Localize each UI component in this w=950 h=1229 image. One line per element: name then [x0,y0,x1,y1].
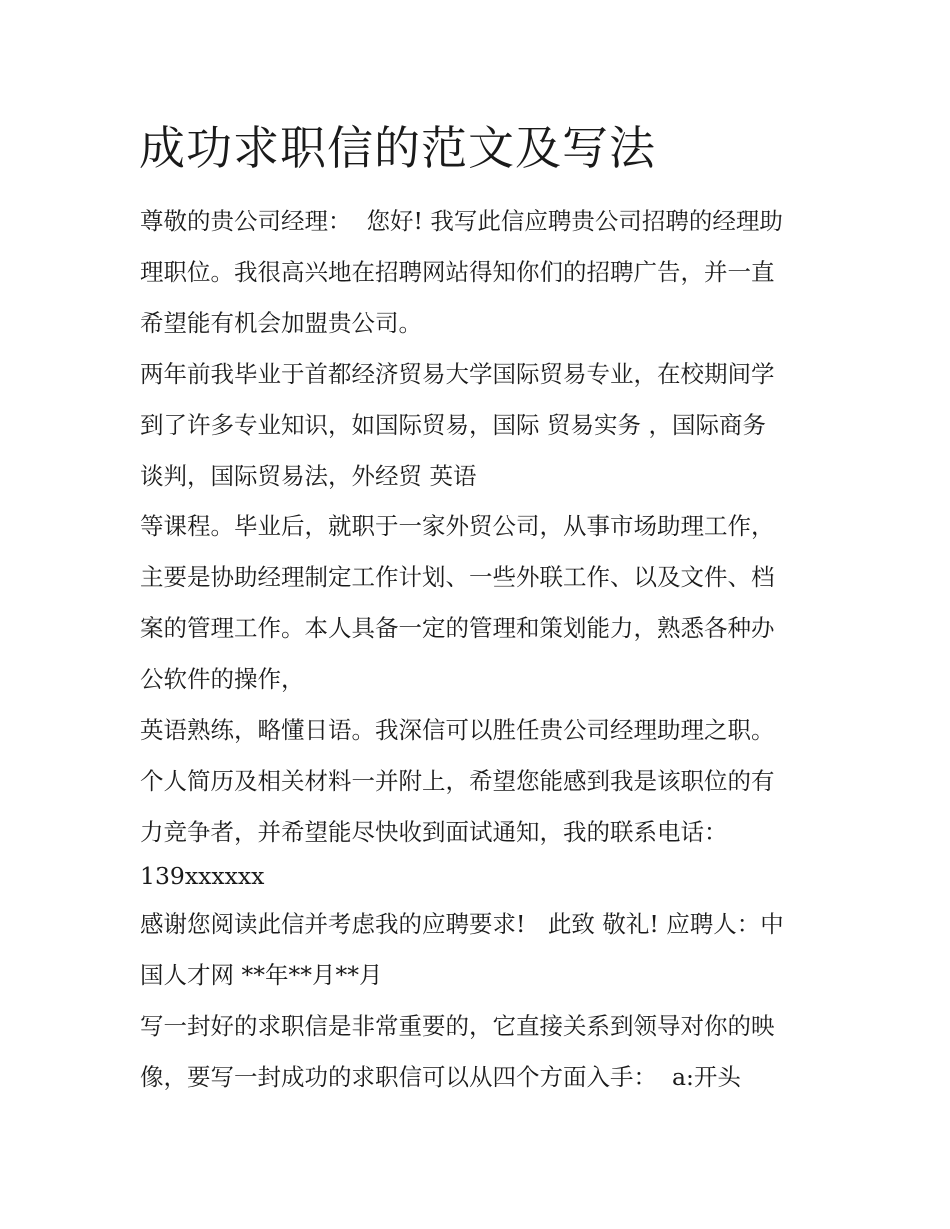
body-line: 写一封好的求职信是非常重要的，它直接关系到领导对你的映 [140,1012,775,1040]
body-line: 感谢您阅读此信并考虑我的应聘要求! 此致 敬礼! 应聘人：中 [140,910,784,938]
body-line: 尊敬的贵公司经理： 您好! 我写此信应聘贵公司招聘的经理助 [140,207,783,235]
body-line: 到了许多专业知识，如国际贸易，国际 贸易实务 ，国际商务 [140,411,766,439]
body-line: 理职位。我很高兴地在招聘网站得知你们的招聘广告，并一直 [140,258,775,286]
body-line: 英语熟练，略懂日语。我深信可以胜任贵公司经理助理之职。 [140,716,775,744]
body-line: 国人才网 **年**月**月 [140,961,383,989]
phone-number: 139xxxxxx [140,862,265,890]
body-line: 公软件的操作， [140,665,305,693]
body-line: 个人简历及相关材料一并附上，希望您能感到我是该职位的有 [140,767,775,795]
body-line: 力竞争者，并希望能尽快收到面试通知，我的联系电话： [140,818,728,846]
body-line: 两年前我毕业于首都经济贸易大学国际贸易专业，在校期间学 [140,360,775,388]
body-line: 希望能有机会加盟贵公司。 [140,309,422,337]
body-line: 案的管理工作。本人具备一定的管理和策划能力，熟悉各种办 [140,614,775,642]
body-line: 等课程。毕业后，就职于一家外贸公司，从事市场助理工作， [140,512,775,540]
body-line: 谈判，国际贸易法，外经贸 英语 [140,462,477,490]
document-title: 成功求职信的范文及写法 [139,121,656,175]
body-line: 主要是协助经理制定工作计划、一些外联工作、以及文件、档 [140,563,775,591]
body-line: 像，要写一封成功的求职信可以从四个方面入手： a:开头 [140,1063,741,1091]
